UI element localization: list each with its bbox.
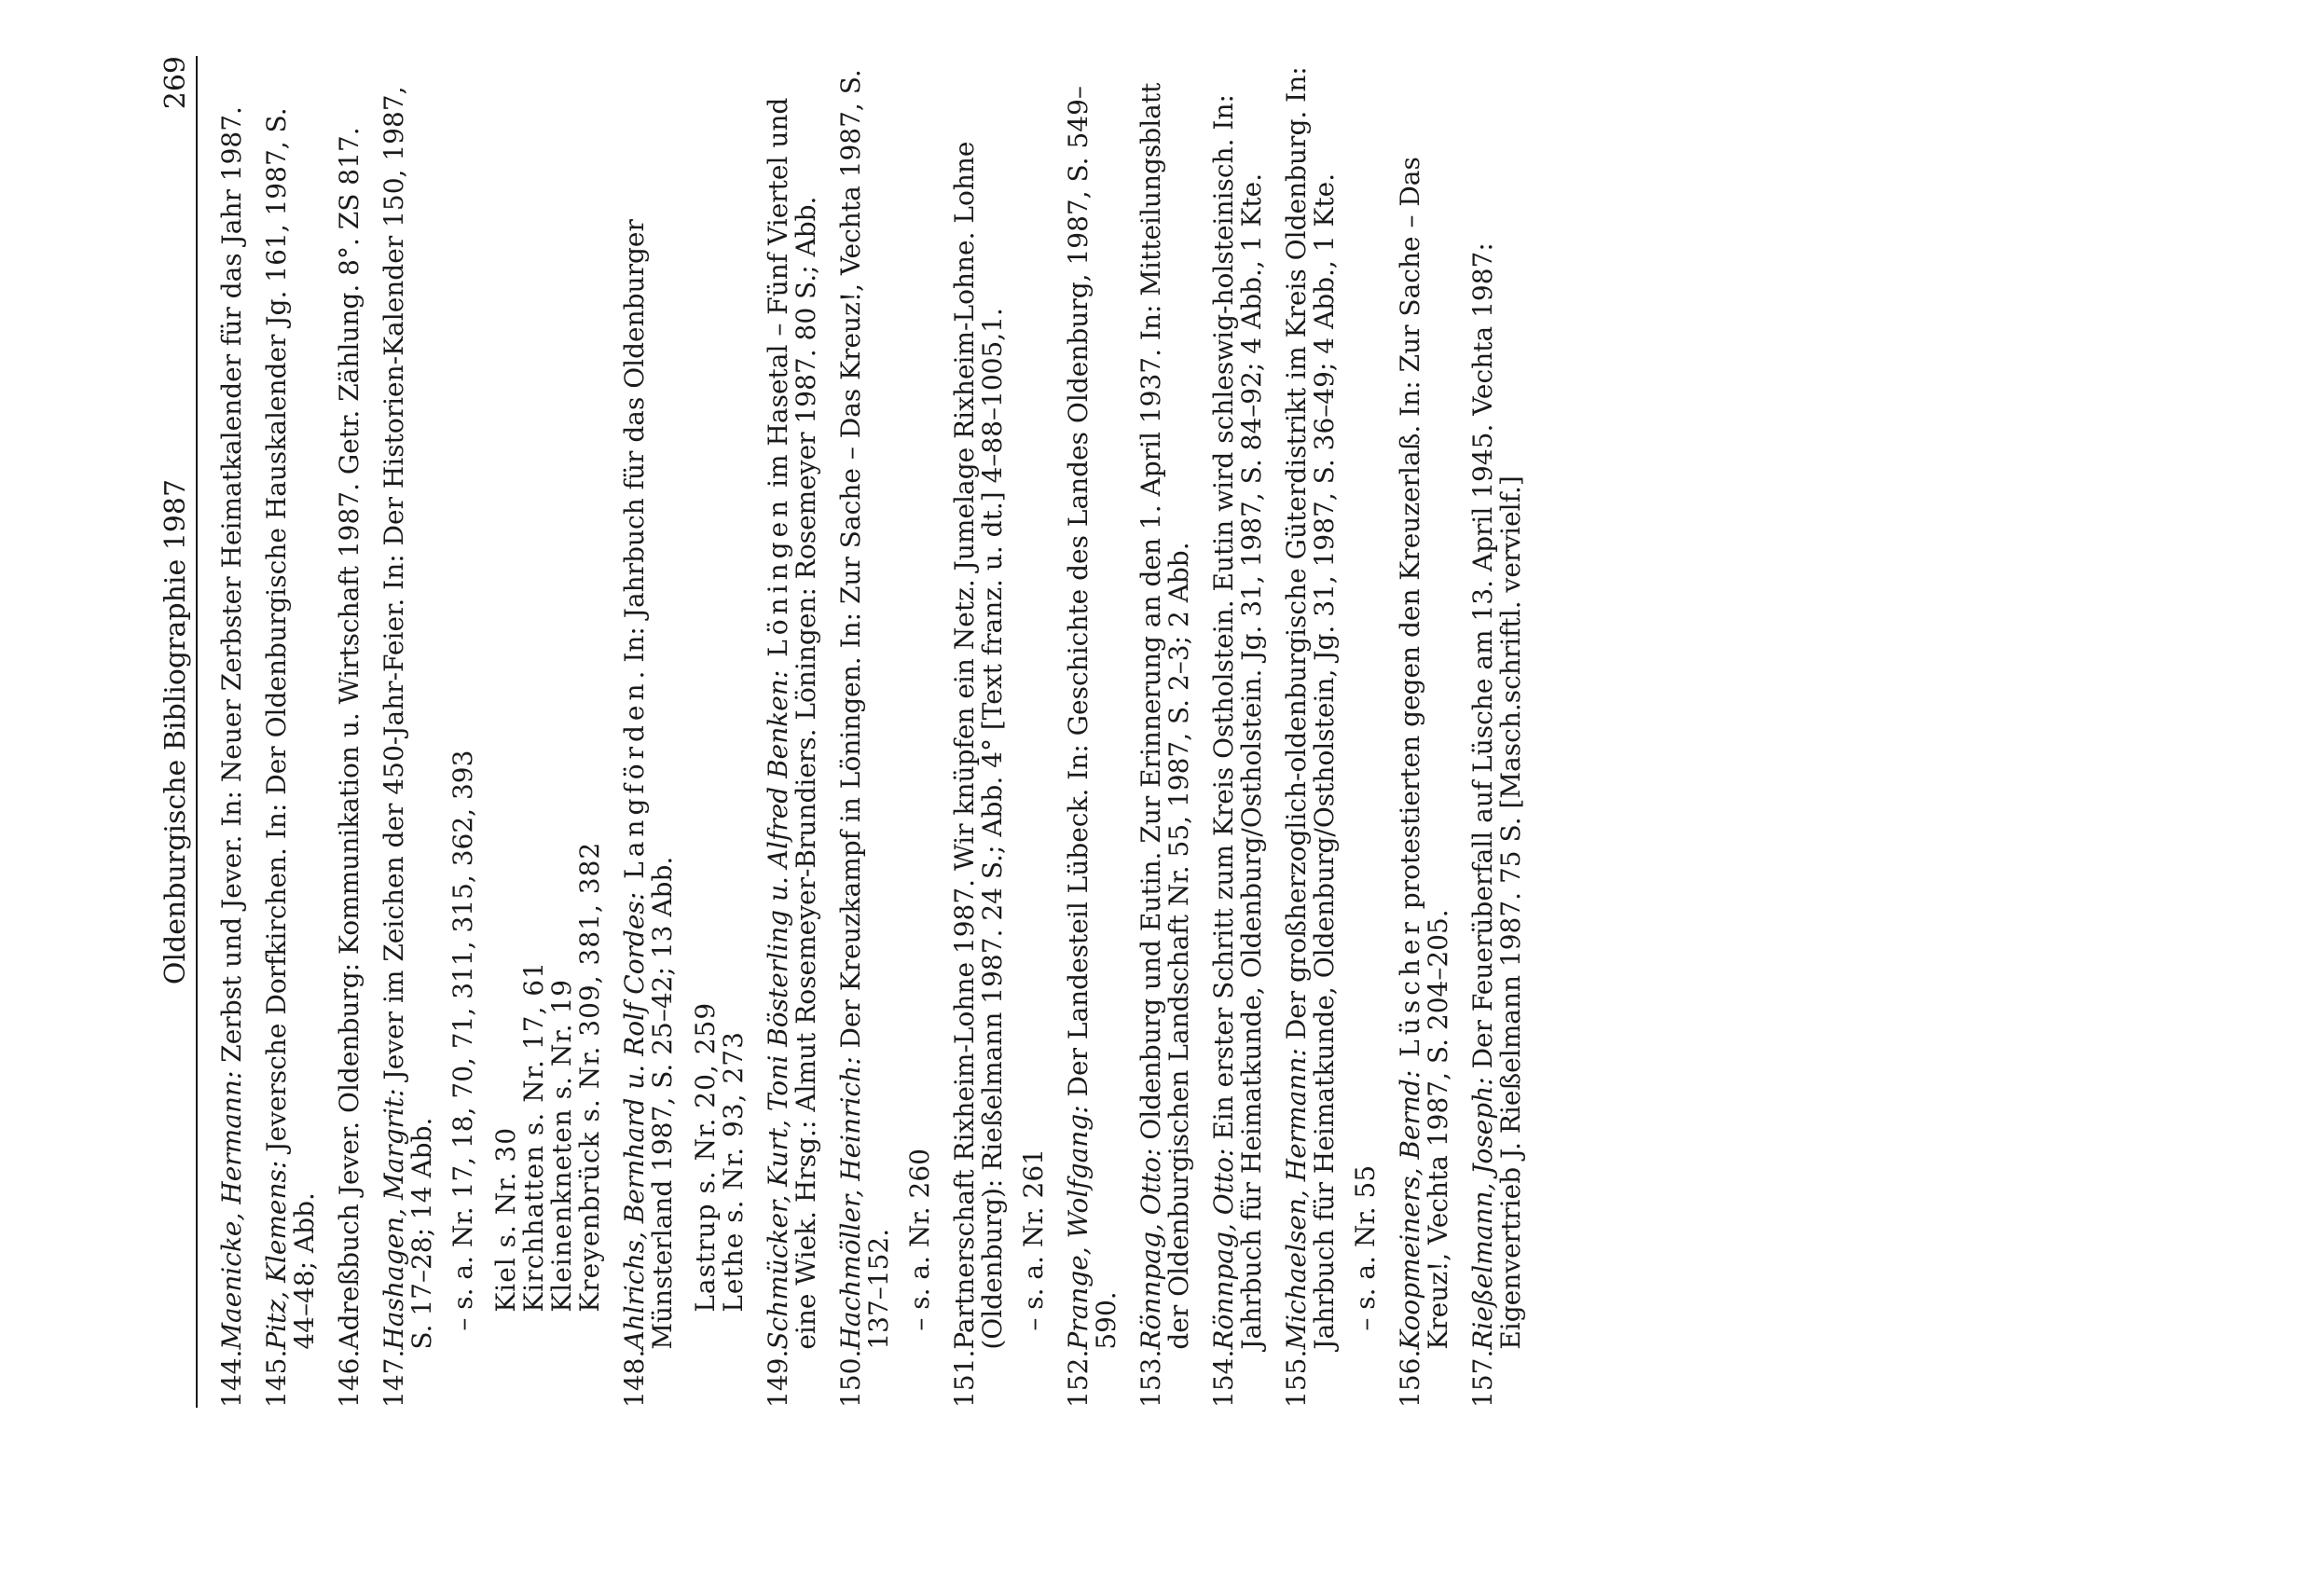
entry-number: 150. bbox=[835, 1349, 866, 1408]
entry-body bbox=[263, 56, 319, 1350]
bibliography-entry bbox=[764, 56, 820, 1408]
entry-body bbox=[837, 56, 934, 1350]
entry-number: 156. bbox=[1395, 1349, 1425, 1408]
place-index-list bbox=[692, 56, 748, 1313]
entry-text: Ein erster Schritt zum Kreis Ostholstein. Eutin wird schleswig-holsteinisch. In: Jahrbuch für Heimatkunde, Oldenburg/Ostholstein. Jg. 31, 1987, S. 84–92; 4 Abb., 1 Kte. bbox=[1208, 94, 1267, 1350]
entry-citation bbox=[263, 56, 319, 1350]
book-page bbox=[158, 56, 1930, 1408]
entry-citation bbox=[218, 56, 246, 1350]
bibliography-entry bbox=[218, 56, 246, 1408]
entry-number: 144. bbox=[216, 1349, 247, 1408]
entry-body bbox=[1283, 56, 1380, 1350]
entry-body bbox=[380, 56, 604, 1350]
place-index-item: Lastrup s. Nr. 20, 259 bbox=[690, 1001, 721, 1313]
entry-citation bbox=[1469, 56, 1525, 1350]
bibliography-entry bbox=[380, 56, 604, 1408]
entry-text: Der großherzoglich-oldenburgische Güterdistrikt im Kreis Oldenburg. In: Jahrbuch für Heimatkunde, Oldenburg/Ostholstein, Jg. 31, 1987, S. 36–49; 4 Abb., 1 Kte. bbox=[1281, 66, 1340, 1350]
bibliography-entry bbox=[336, 56, 364, 1408]
entry-citation bbox=[1065, 56, 1121, 1350]
entry-number: 153. bbox=[1135, 1349, 1166, 1408]
entry-place-name: Langförden bbox=[619, 679, 650, 892]
entry-place-name: Lüscher bbox=[1395, 917, 1425, 1070]
entry-author: Pitz, Klemens: bbox=[261, 1160, 292, 1350]
bibliography-entry bbox=[263, 56, 319, 1408]
entry-author: Rönnpag, Otto: bbox=[1208, 1148, 1239, 1350]
entry-text: Partnerschaft Rixheim-Lohne 1987. Wir knüpfen ein Netz. Jumelage Rixheim-Lohne. Lohne (Oldenburg): Rießelmann 1987. 24 S.; Abb. 4° [Text franz. u. dt.] 4–88–1005,1. bbox=[949, 141, 1008, 1350]
entry-text: Der Feuerüberfall auf Lüsche am 13. April 1945. Vechta 1987: Eigenvertrieb J. Rießelmann 1987. 75 S. [Masch.schriftl. vervielf.] bbox=[1467, 242, 1526, 1350]
entry-author: Ahlrichs, Bernhard u. Rolf Cordes: bbox=[619, 891, 650, 1350]
place-index-item: Kreyenbrück s. Nr. 309, 381, 382 bbox=[574, 841, 605, 1313]
entry-text: Oldenburg und Eutin. Zur Erinnerung an den 1. April 1937. In: Mitteilungsblatt der Oldenburgischen Landschaft Nr. 55, 1987, S. 2–3; 2 Abb. bbox=[1135, 82, 1194, 1350]
entry-cross-reference: – s. a. Nr. 260 bbox=[904, 1149, 935, 1331]
entry-citation bbox=[1137, 56, 1193, 1350]
entry-citation bbox=[1210, 56, 1266, 1350]
entry-citation bbox=[621, 56, 677, 1350]
entry-citation bbox=[764, 56, 820, 1350]
entry-citation bbox=[1283, 56, 1339, 1350]
page-number: 269 bbox=[159, 56, 192, 110]
entry-text: Zerbst und Jever. In: Neuer Zerbster Heimatkalender für das Jahr 1987. bbox=[216, 106, 247, 1071]
place-index-item: Kiel s. Nr. 30 bbox=[490, 1126, 521, 1313]
place-index-item: Kirchhatten s. Nr. 17, 61 bbox=[518, 961, 549, 1313]
entry-body bbox=[621, 56, 748, 1350]
entry-number: 146. bbox=[334, 1349, 365, 1408]
entry-author: Rießelmann, Joseph: bbox=[1467, 1077, 1498, 1350]
bibliography-entry bbox=[1065, 56, 1121, 1408]
entry-author: Schmücker, Kurt, Toni Bösterling u. Alfred Benken: bbox=[763, 669, 793, 1350]
entry-place-name: Löningen bbox=[763, 495, 793, 670]
entry-cross-reference: – s. a. Nr. 55 bbox=[1350, 1164, 1381, 1331]
bibliography-entry bbox=[1469, 56, 1525, 1408]
entry-citation bbox=[951, 56, 1007, 1350]
entry-author: Prange, Wolfgang: bbox=[1063, 1105, 1094, 1350]
entry-citation bbox=[837, 56, 893, 1350]
entry-text: . In: Jahrbuch für das Oldenburger Münsterland 1987, S. 25–42; 13 Abb. bbox=[619, 219, 678, 1350]
entry-body bbox=[1065, 56, 1121, 1350]
entry-body bbox=[218, 56, 246, 1350]
entry-number: 145. bbox=[261, 1349, 292, 1408]
entry-text: Adreßbuch Jever. Oldenburg: Kommunikation u. Wirtschaft 1987. Getr. Zählung. 8°. ZS 817. bbox=[334, 127, 365, 1350]
entry-body bbox=[1137, 56, 1193, 1350]
entry-body bbox=[1210, 56, 1266, 1350]
entry-text: Jever im Zeichen der 450-Jahr-Feier. In: Der Historien-Kalender 150, 1987, S. 17–28; 14 Abb. bbox=[378, 86, 437, 1350]
bibliography-entry bbox=[621, 56, 748, 1408]
entry-text: Der Kreuzkampf in Löningen. In: Zur Sache – Das Kreuz!, Vechta 1987, S. 137–152. bbox=[835, 69, 894, 1350]
entry-citation bbox=[380, 56, 436, 1350]
bibliography-entry bbox=[1210, 56, 1266, 1408]
entry-body bbox=[1397, 56, 1452, 1350]
bibliography-entry bbox=[951, 56, 1048, 1408]
entry-body bbox=[951, 56, 1048, 1350]
entry-author: Rönnpag, Otto: bbox=[1135, 1148, 1166, 1350]
entry-number: 157. bbox=[1467, 1349, 1498, 1408]
bibliography-entry bbox=[1397, 56, 1452, 1408]
entry-number: 152. bbox=[1063, 1349, 1094, 1408]
entry-author: Hachmöller, Heinrich: bbox=[835, 1056, 866, 1350]
place-index-item: Kleinenkneten s. Nr. 19 bbox=[546, 978, 577, 1313]
entry-body bbox=[1469, 56, 1525, 1350]
entry-cross-reference: – s. a. Nr. 261 bbox=[1018, 1149, 1049, 1331]
entry-number: 155. bbox=[1281, 1349, 1312, 1408]
entry-number: 147. bbox=[378, 1349, 409, 1408]
entry-body bbox=[336, 56, 364, 1350]
place-index-list bbox=[492, 56, 604, 1313]
bibliography-entry bbox=[837, 56, 934, 1408]
running-head bbox=[158, 56, 198, 1408]
entry-citation bbox=[1397, 56, 1452, 1350]
bibliography-entries bbox=[218, 56, 1525, 1408]
entry-author: Michaelsen, Hermann: bbox=[1281, 1048, 1312, 1350]
entry-text: Der Landesteil Lübeck. In: Geschichte des Landes Oldenburg, 1987, S. 549–590. bbox=[1063, 86, 1122, 1350]
bibliography-entry bbox=[1137, 56, 1193, 1408]
entry-text: Jeversche Dorfkirchen. In: Der Oldenburgische Hauskalender Jg. 161, 1987, S. 44–48; Abb. bbox=[261, 107, 320, 1350]
entry-number: 149. bbox=[763, 1349, 793, 1408]
entry-citation bbox=[336, 56, 364, 1350]
bibliography-entry bbox=[1283, 56, 1380, 1408]
entry-number: 151. bbox=[949, 1349, 980, 1408]
entry-number: 154. bbox=[1208, 1349, 1239, 1408]
entry-author: Hashagen, Margrit: bbox=[378, 1088, 409, 1350]
entry-body bbox=[764, 56, 820, 1350]
entry-author: Koopmeiners, Bernd: bbox=[1395, 1069, 1425, 1350]
entry-number: 148. bbox=[619, 1349, 650, 1408]
entry-author: Maenicke, Hermann: bbox=[216, 1070, 247, 1350]
running-title: Oldenburgische Bibliographie 1987 bbox=[159, 478, 192, 985]
place-index-item: Lethe s. Nr. 93, 273 bbox=[718, 1031, 749, 1313]
entry-cross-reference: – s. a. Nr. 17, 18, 70, 71, 311, 315, 362, 393 bbox=[447, 750, 478, 1331]
entry-text: im Hasetal – Fünf Viertel und eine Wiek. Hrsg.: Almut Rosemeyer-Brundiers. Löningen: Rosemeyer 1987. 80 S.; Abb. bbox=[763, 97, 821, 1350]
entry-text: protestierten gegen den Kreuzerlaß. In: Zur Sache – Das Kreuz!, Vechta 1987, S. 204–205. bbox=[1395, 157, 1453, 1350]
